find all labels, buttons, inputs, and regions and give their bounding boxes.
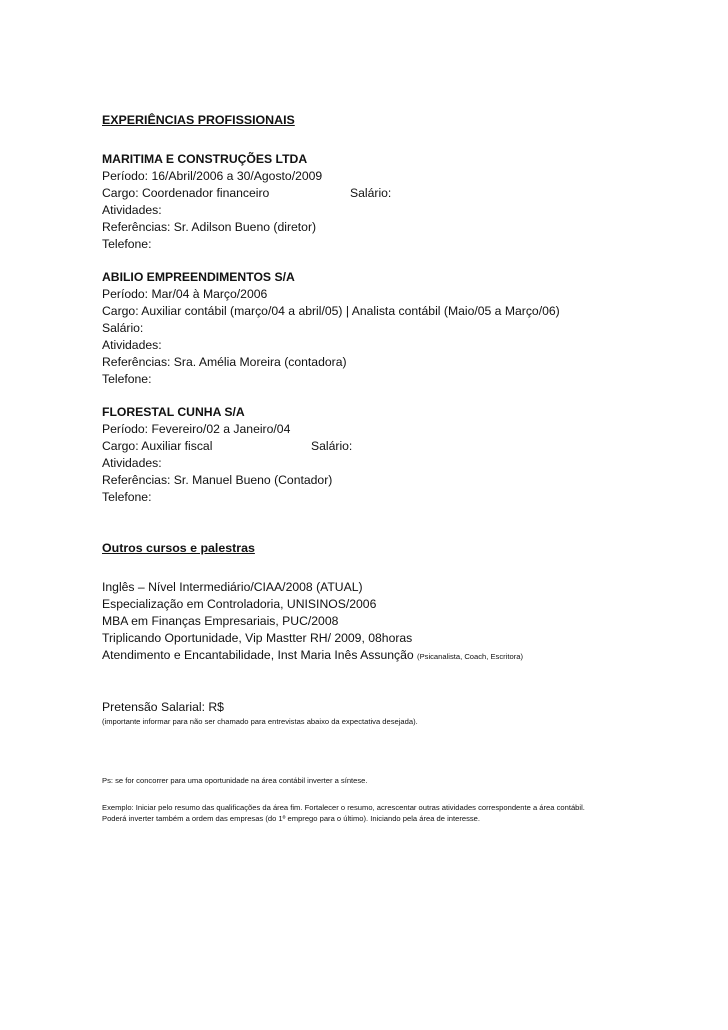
list-item	[102, 647, 672, 665]
job-salary: Salário:	[102, 321, 144, 335]
list-item: Triplicando Oportunidade, Vip Mastter RH/ 2009, 08horas	[102, 631, 413, 645]
job-period: Período: Mar/04 à Março/2006	[102, 287, 268, 301]
cursos-list	[102, 579, 672, 665]
list-item-note: (Psicanalista, Coach, Escritora)	[417, 652, 523, 661]
list-item: Inglês – Nível Intermediário/CIAA/2008 (ATUAL)	[102, 580, 363, 594]
job-activities: Atividades:	[102, 203, 162, 217]
job-references: Referências: Sra. Amélia Moreira (contadora)	[102, 355, 347, 369]
job-references: Referências: Sr. Adilson Bueno (diretor)	[102, 220, 317, 234]
resume-page	[102, 112, 672, 824]
inverter-note: Poderá inverter também a ordem das empresas (do 1º emprego para o último). Iniciando pela área de interesse.	[102, 814, 481, 823]
list-item-text: Atendimento e Encantabilidade, Inst Maria Inês Assunção	[102, 648, 414, 662]
job-role: Cargo: Coordenador financeiro	[102, 186, 270, 200]
pretensao-label: Pretensão Salarial: R$	[102, 700, 224, 714]
job-period: Período: Fevereiro/02 a Janeiro/04	[102, 422, 291, 436]
list-item: MBA em Finanças Empresariais, PUC/2008	[102, 614, 339, 628]
job-phone: Telefone:	[102, 237, 152, 251]
job-role: Cargo: Auxiliar contábil (março/04 a abril/05) | Analista contábil (Maio/05 a Março/06)	[102, 304, 560, 318]
job-phone: Telefone:	[102, 372, 152, 386]
experiencias-heading: EXPERIÊNCIAS PROFISSIONAIS	[102, 113, 295, 127]
job-activities: Atividades:	[102, 338, 162, 352]
job-period: Período: 16/Abril/2006 a 30/Agosto/2009	[102, 169, 323, 183]
job-entry	[102, 404, 672, 506]
job-role: Cargo: Auxiliar fiscal	[102, 439, 213, 453]
job-entry	[102, 151, 672, 253]
job-salary: Salário:	[350, 186, 392, 200]
job-activities: Atividades:	[102, 456, 162, 470]
job-role-line	[102, 438, 672, 455]
exemplo-note: Exemplo: Iniciar pelo resumo das qualificações da área fim. Fortalecer o resumo, acrescentar outras atividades correspondente a área contábil.	[102, 803, 585, 812]
company-name: FLORESTAL CUNHA S/A	[102, 405, 245, 419]
ps-note: Ps: se for concorrer para uma oportunidade na área contábil inverter a síntese.	[102, 776, 368, 785]
job-entry	[102, 269, 672, 388]
pretensao-note: (importante informar para não ser chamado para entrevistas abaixo da expectativa desejada).	[102, 717, 418, 726]
cursos-heading: Outros cursos e palestras	[102, 541, 255, 555]
company-name: ABILIO EMPREENDIMENTOS S/A	[102, 270, 295, 284]
company-name: MARITIMA E CONSTRUÇÕES LTDA	[102, 152, 308, 166]
job-phone: Telefone:	[102, 490, 152, 504]
job-role-line	[102, 185, 672, 202]
list-item: Especialização em Controladoria, UNISINOS/2006	[102, 597, 377, 611]
job-references: Referências: Sr. Manuel Bueno (Contador)	[102, 473, 333, 487]
job-salary: Salário:	[311, 439, 353, 453]
